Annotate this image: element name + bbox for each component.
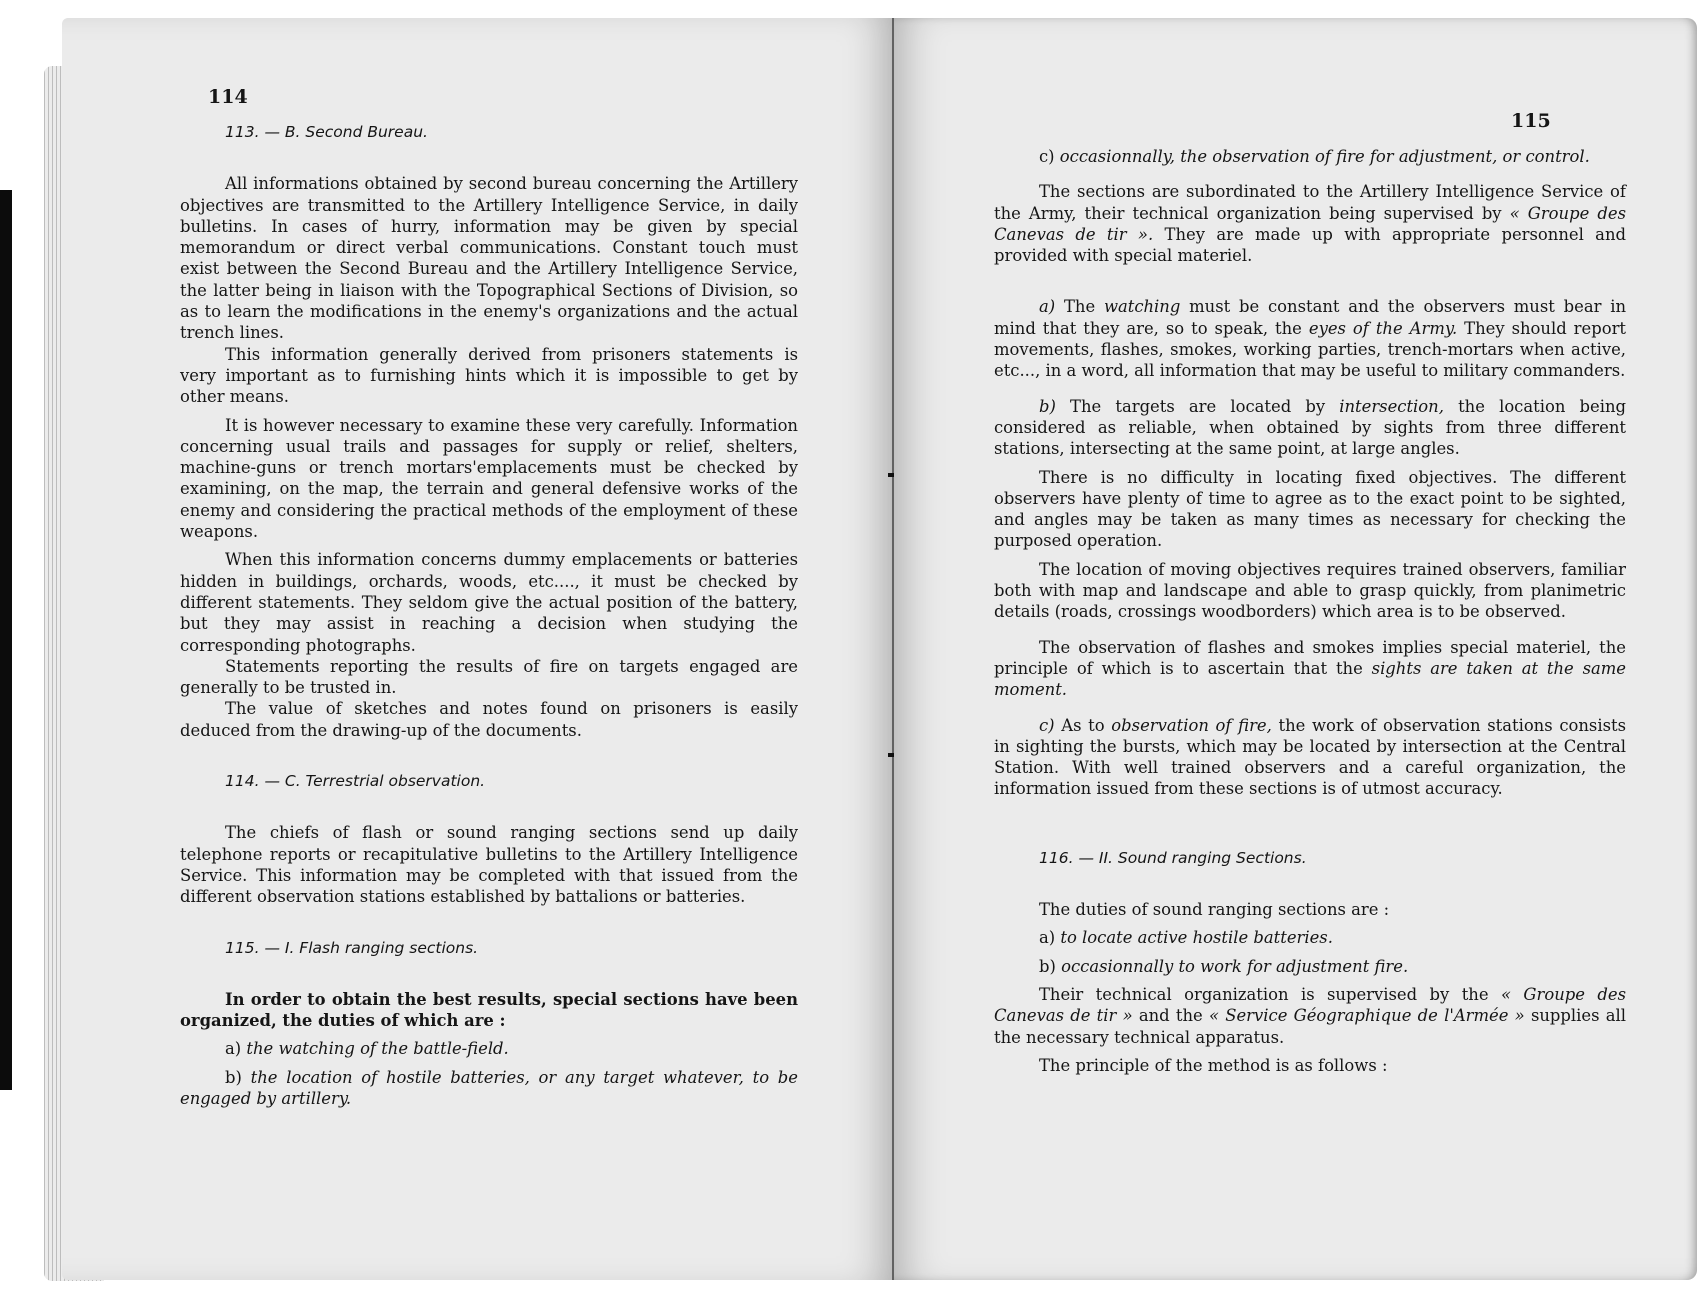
paragraph-moving-objectives: The location of moving objectives requires trained observers, familiar both with map and landscape and able to grasp quickly, from planimetric details (roads, crossings woodborders) which area is to be observed. [994, 559, 1626, 622]
left-page-text [180, 122, 798, 1109]
left-page [62, 18, 894, 1280]
section-115-item-b: b) the location of hostile batteries, or any target whatever, to be engaged by artillery. [180, 1067, 798, 1108]
section-116-paragraph-1: The duties of sound ranging sections are : [1039, 900, 1390, 920]
paragraph-fixed-objectives: There is no difficulty in locating fixed objectives. The different observers have plenty of time to agree as to the exact point to be sighted, and angles may be taken as many times as necessary for checking the purposed operation. [994, 467, 1626, 551]
section-113-heading: 113. — B. Second Bureau. [225, 123, 428, 141]
section-115-item-a: a) the watching of the battle-field. [225, 1039, 509, 1059]
section-114-heading: 114. — C. Terrestrial observation. [225, 772, 486, 791]
paragraph-flashes: The observation of flashes and smokes implies special materiel, the principle of which is to ascertain that the sights are taken at the same moment. [994, 637, 1626, 700]
section-116-technical-organization: Their technical organization is supervised by the « Groupe des Canevas de tir » and the « Service Géographique de l'Armée » supplies all the necessary technical apparatus. [994, 984, 1626, 1047]
section-115-paragraph-1: In order to obtain the best results, special sections have been organized, the duties of which are : [180, 989, 798, 1031]
paragraph-b-intersection: b) The targets are located by intersection, the location being considered as reliable, when obtained by sights from three different stations, intersecting at the same point, at large angles. [994, 396, 1627, 459]
paragraph-a-watching: a) The watching must be constant and the observers must bear in mind that they are, so to speak, the eyes of the Army. They should report movements, flashes, smokes, working parties, trench-mortars when active, etc..., in a word, all information that may be useful to military commanders. [994, 297, 1626, 381]
section-114-paragraph-1: The chiefs of flash or sound ranging sections send up daily telephone reports or recapitulative bulletins to the Artillery Intelligence Service. This information may be completed with that issued from the different observation stations established by battalions or batteries. [180, 823, 798, 907]
section-113-paragraph-6: The value of sketches and notes found on prisoners is easily deduced from the drawing-up of the documents. [180, 699, 798, 740]
section-115-heading: 115. — I. Flash ranging sections. [225, 938, 479, 957]
section-113-paragraph-5: Statements reporting the results of fire on targets engaged are generally to be trusted in. [180, 656, 798, 698]
section-116-item-a: a) to locate active hostile batteries. [1039, 928, 1333, 948]
right-page [894, 18, 1697, 1280]
right-page-number: 115 [1511, 110, 1551, 132]
sections-paragraph: The sections are subordinated to the Artillery Intelligence Service of the Army, their technical organization being supervised by « Groupe des Canevas de tir ». They are made up with appropriate personnel and provided with special materiel. [994, 182, 1626, 266]
left-page-number: 114 [208, 86, 248, 108]
section-113-paragraph-3: It is however necessary to examine these very carefully. Information concerning usual trails and passages for supply or relief, shelters, machine-guns or trench mortars'emplacements must be checked by examining, on the map, the terrain and general defensive works of the enemy and considering the practical methods of the employment of these weapons. [180, 415, 798, 542]
section-116-item-b: b) occasionnally to work for adjustment fire. [1039, 956, 1409, 976]
section-113-paragraph-4: When this information concerns dummy emplacements or batteries hidden in buildings, orchards, woods, etc...., it must be checked by different statements. They seldom give the actual position of the battery, but they may assist in reaching a decision when studying the corresponding photographs. [180, 550, 798, 655]
section-113-paragraph-2: This information generally derived from prisoners statements is very important as to furnishing hints which it is impossible to get by other means. [180, 344, 798, 407]
right-page-text [994, 146, 1626, 1076]
section-116-principle: The principle of the method is as follows : [1039, 1055, 1388, 1075]
paragraph-c-observation-of-fire: c) As to observation of fire, the work of observation stations consists in sighting the bursts, which may be located by intersection at the Central Station. With well trained observers and a careful organization, the information issued from these sections is of utmost accuracy. [994, 715, 1626, 799]
open-book [18, 18, 1673, 1288]
section-113-paragraph-1: All informations obtained by second bureau concerning the Artillery objectives are transmitted to the Artillery Intelligence Service, in daily bulletins. In cases of hurry, information may be given by special memorandum or direct verbal communications. Constant touch must exist between the Second Bureau and the Artillery Intelligence Service, the latter being in liaison with the Topographical Sections of Division, so as to learn the modifications in the enemy's organizations and the actual trench lines. [180, 174, 798, 343]
item-c-occasionnally: c) occasionnally, the observation of fire for adjustment, or control. [1039, 147, 1590, 166]
dark-left-edge [0, 190, 12, 1090]
section-116-heading: 116. — II. Sound ranging Sections. [1039, 848, 1307, 867]
